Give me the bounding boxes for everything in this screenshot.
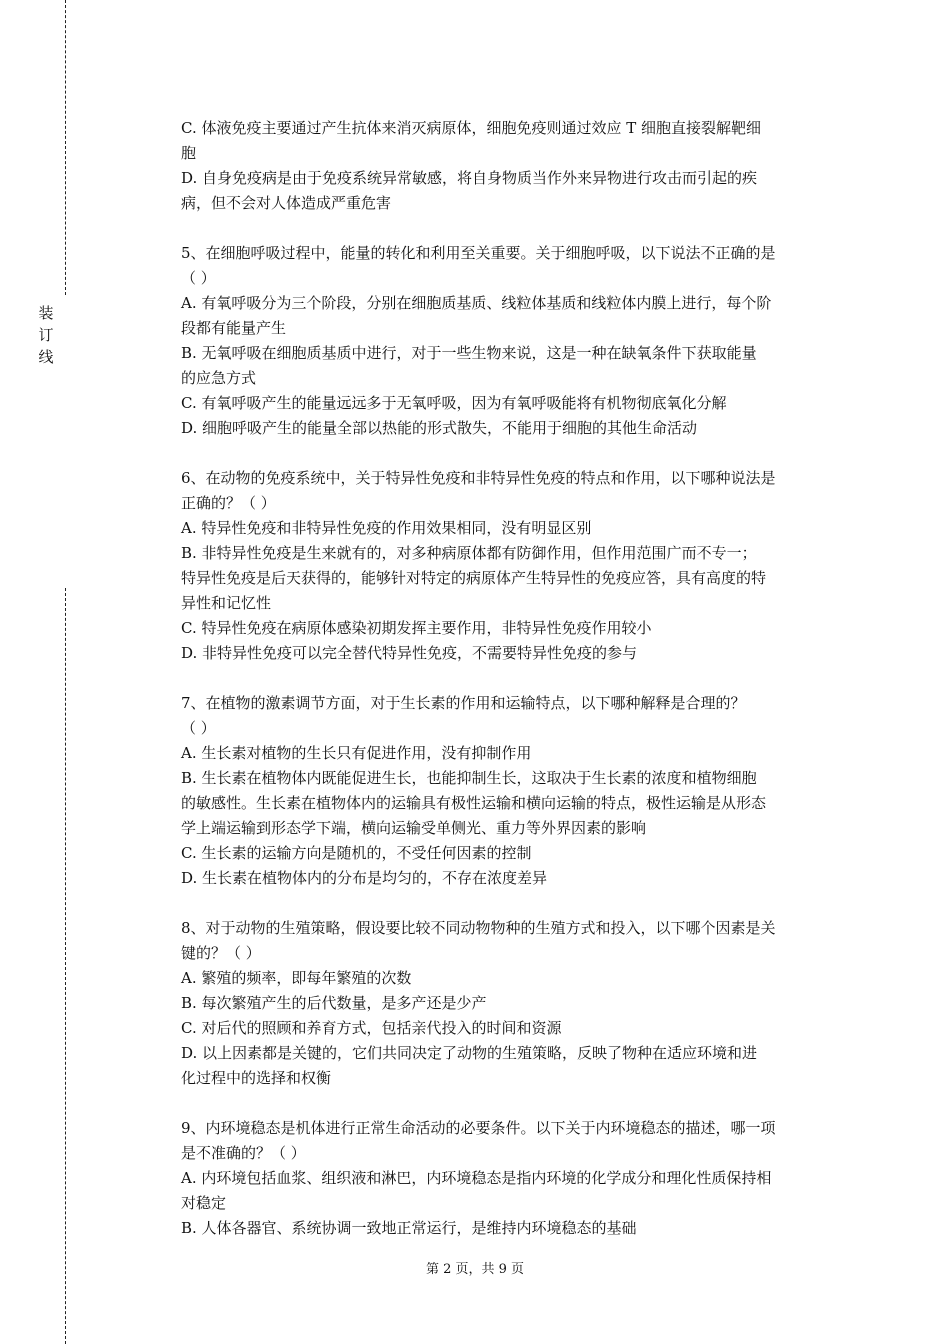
question-text-line: B. 无氧呼吸在细胞质基质中进行，对于一些生物来说，这是一种在缺氧条件下获取能量 [181,344,757,362]
question-text-line: B. 非特异性免疫是生来就有的，对多种病原体都有防御作用，但作用范围广而不专一； [181,544,757,562]
question-block [181,691,841,891]
binding-char: 订 [38,326,54,344]
question-text-line: 是不准确的？（ ） [181,1144,306,1162]
binding-dashed-line-top [65,0,66,295]
binding-char: 装 [38,304,54,322]
question-text-line: A. 繁殖的频率，即每年繁殖的次数 [181,969,412,987]
question-text-line: C. 体液免疫主要通过产生抗体来消灭病原体，细胞免疫则通过效应 T 细胞直接裂解靶细 [181,119,762,137]
question-text-line: （ ） [181,269,216,287]
question-block [181,916,841,1091]
question-text-line: B. 人体各器官、系统协调一致地正常运行，是维持内环境稳态的基础 [181,1219,637,1237]
question-text-line: 的应急方式 [181,369,257,387]
question-text-line: D. 自身免疫病是由于免疫系统异常敏感，将自身物质当作外来异物进行攻击而引起的疾 [181,169,758,187]
question-block [181,466,841,666]
binding-line-label [36,302,56,368]
question-block [181,1116,841,1241]
question-text-line: C. 生长素的运输方向是随机的，不受任何因素的控制 [181,844,532,862]
question-text-line: A. 生长素对植物的生长只有促进作用，没有抑制作用 [181,744,532,762]
question-text-line: 6、在动物的免疫系统中，关于特异性免疫和非特异性免疫的特点和作用，以下哪种说法是 [181,469,776,487]
question-text-line: C. 特异性免疫在病原体感染初期发挥主要作用，非特异性免疫作用较小 [181,619,652,637]
question-text-line: 化过程中的选择和权衡 [181,1069,332,1087]
question-text-line: 键的？（ ） [181,944,261,962]
binding-dashed-line-bottom [65,588,66,1344]
question-text-line: 8、对于动物的生殖策略，假设要比较不同动物物种的生殖方式和投入，以下哪个因素是关 [181,919,776,937]
question-text-line: 7、在植物的激素调节方面，对于生长素的作用和运输特点，以下哪种解释是合理的？ [181,694,746,712]
question-text-line: 病，但不会对人体造成严重危害 [181,194,392,212]
question-text-line: A. 内环境包括血浆、组织液和淋巴，内环境稳态是指内环境的化学成分和理化性质保持相 [181,1169,772,1187]
question-block [181,116,841,216]
question-content [181,116,841,1266]
question-text-line: 的敏感性。生长素在植物体内的运输具有极性运输和横向运输的特点，极性运输是从形态 [181,794,767,812]
question-text-line: D. 非特异性免疫可以完全替代特异性免疫，不需要特异性免疫的参与 [181,644,638,662]
question-text-line: 段都有能量产生 [181,319,287,337]
question-text-line: 5、在细胞呼吸过程中，能量的转化和利用至关重要。关于细胞呼吸，以下说法不正确的是 [181,244,776,262]
question-text-line: 胞 [181,144,197,162]
question-text-line: A. 有氧呼吸分为三个阶段，分别在细胞质基质、线粒体基质和线粒体内膜上进行，每个阶 [181,294,772,312]
question-text-line: A. 特异性免疫和非特异性免疫的作用效果相同，没有明显区别 [181,519,592,537]
question-text-line: C. 有氧呼吸产生的能量远远多于无氧呼吸，因为有氧呼吸能将有机物彻底氧化分解 [181,394,727,412]
question-text-line: D. 细胞呼吸产生的能量全部以热能的形式散失，不能用于细胞的其他生命活动 [181,419,698,437]
question-text-line: C. 对后代的照顾和养育方式，包括亲代投入的时间和资源 [181,1019,562,1037]
question-text-line: D. 以上因素都是关键的，它们共同决定了动物的生殖策略，反映了物种在适应环境和进 [181,1044,758,1062]
page-footer: 第 2 页，共 9 页 [425,1262,525,1277]
question-text-line: 9、内环境稳态是机体进行正常生命活动的必要条件。以下关于内环境稳态的描述，哪一项 [181,1119,776,1137]
question-block [181,241,841,441]
question-text-line: （ ） [181,719,216,737]
question-text-line: B. 生长素在植物体内既能促进生长，也能抑制生长，这取决于生长素的浓度和植物细胞 [181,769,757,787]
question-text-line: 对稳定 [181,1194,227,1212]
question-text-line: 异性和记忆性 [181,594,272,612]
binding-char: 线 [38,348,54,366]
question-text-line: B. 每次繁殖产生的后代数量，是多产还是少产 [181,994,487,1012]
question-text-line: 学上端运输到形态学下端，横向运输受单侧光、重力等外界因素的影响 [181,819,647,837]
question-text-line: D. 生长素在植物体内的分布是均匀的，不存在浓度差异 [181,869,548,887]
question-text-line: 正确的？（ ） [181,494,276,512]
question-text-line: 特异性免疫是后天获得的，能够针对特定的病原体产生特异性的免疫应答，具有高度的特 [181,569,767,587]
